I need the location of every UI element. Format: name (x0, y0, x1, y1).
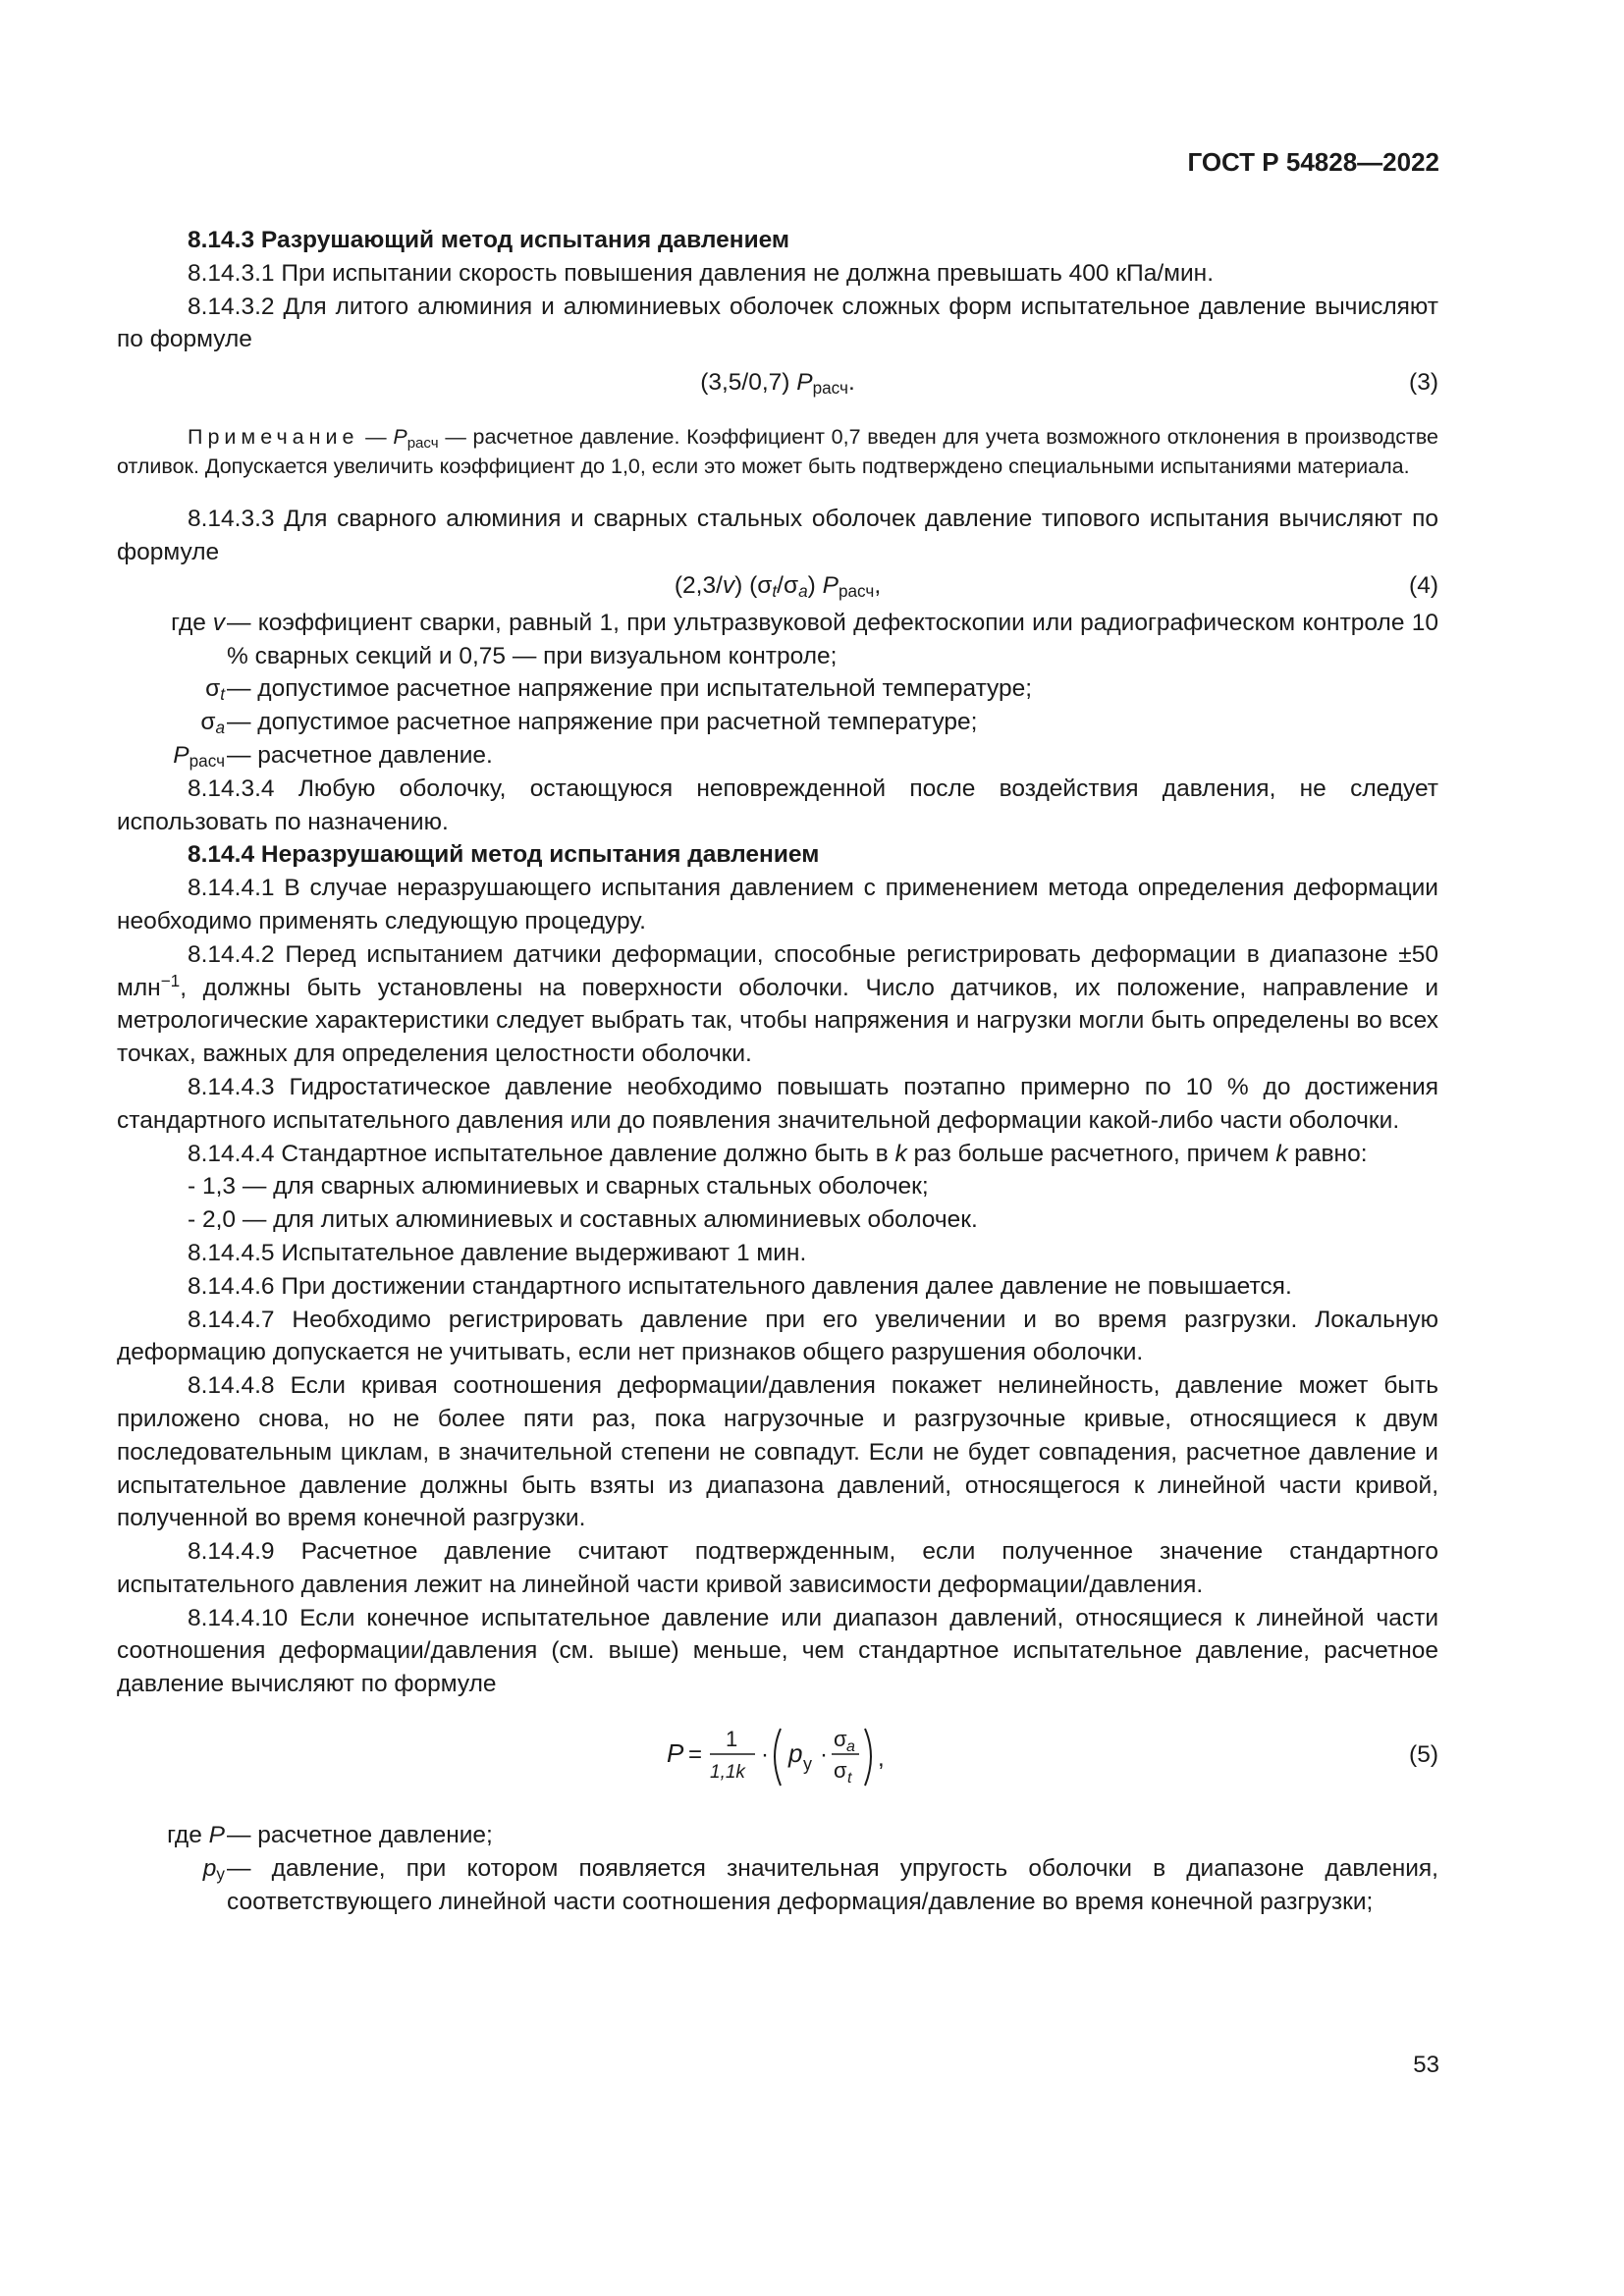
formula-5-body (667, 1711, 922, 1801)
formula-5-sigma-a-sub: a (846, 1738, 855, 1756)
formula-5-sigma-t: σ (834, 1758, 847, 1784)
formula-5-right-paren (865, 1729, 871, 1786)
section-heading-8-14-3: 8.14.3 Разрушающий метод испытания давлением (188, 227, 790, 253)
formula-3 (117, 366, 1438, 400)
formula-3-body: (3,5/0,7) $P_{расч}$. (700, 369, 855, 399)
standard-header: ГОСТ Р 54828—2022 (1187, 147, 1439, 177)
formula-5 (117, 1711, 1438, 1801)
formula-5-comma: , (878, 1745, 885, 1773)
definition-p-rasch: $P_{расч}$ — расчетное давление. (173, 741, 493, 771)
paragraph-8-14-4-6: 8.14.4.6 При достижении стандартного испытательного давления далее давление не повышается. (188, 1272, 1292, 1300)
paragraph-8-14-4-4: 8.14.4.4 Стандартное испытательное давление должно быть в k раз больше расчетного, причем k равно: (188, 1140, 1368, 1167)
formula-5-numerator: 1 (726, 1727, 738, 1752)
formula-5-left-paren (775, 1729, 781, 1786)
formula-4 (117, 569, 1438, 603)
paragraph-8-14-4-5: 8.14.4.5 Испытательное давление выдерживают 1 мин. (188, 1239, 807, 1266)
definition-P: где P — расчетное давление; (167, 1822, 493, 1849)
definition-sigma-t: $\sigma_t$ — допустимое расчетное напряжение при испытательной температуре; (205, 675, 1033, 705)
formula-5-definitions (117, 1819, 1438, 1918)
note-text: — расчетное давление. Коэффициент 0,7 введен для учета возможного отклонения в производстве отливок. Допускается увеличить коэффициент до 1,0, если это может быть подтверждено специальными испытаниями материала. (117, 425, 1438, 478)
paragraph-8-14-4-3: 8.14.4.3 Гидростатическое давление необходимо повышать поэтапно примерно по 10 % до достижения стандартного испытательного давления или до появления значительной деформации какой-либо части оболочки. (117, 1073, 1438, 1134)
formula-5-dot-2: · (820, 1741, 828, 1769)
formula-5-number: (5) (1409, 1741, 1438, 1769)
paragraph-8-14-4-10: 8.14.4.10 Если конечное испытательное давление или диапазон давлений, относящиеся к линейной части соотношения деформации/давления (см. выше) меньше, чем стандартное испытательное давление, расчетное давление вычисляют по формуле (117, 1604, 1438, 1698)
definition-py: $p_y$ — давление, при котором появляется значительная упругость оболочки в диапазоне давления, соответствующего линейной части соотношения деформация/давление во время конечной разгрузки; (202, 1854, 1438, 1915)
formula-5-equals: = (688, 1741, 703, 1769)
paragraph-8-14-4-7: 8.14.4.7 Необходимо регистрировать давление при его увеличении и во время разгрузки. Локальную деформацию допускается не учитывать, если нет признаков общего разрушения оболочки. (117, 1306, 1438, 1366)
paragraph-8-14-4-8: 8.14.4.8 Если кривая соотношения деформации/давления покажет нелинейность, давление может быть приложено снова, но не более пяти раз, пока нагрузочные и разгрузочные кривые, относящиеся к двум последовательным циклам, в значительной степени не совпадут. Если не будет совпадения, расчетное давление и испытательное давление должны быть взяты из диапазона давлений, относящегося к линейной части кривой, полученной во время конечной разгрузки. (117, 1372, 1438, 1532)
formula-5-py: p (788, 1738, 803, 1769)
note-label: Примечание (188, 425, 359, 450)
formula-5-dot-1: · (761, 1741, 769, 1769)
definition-sigma-a: $\sigma_a$ — допустимое расчетное напряжение при расчетной температуре; (200, 709, 978, 738)
formula-5-sigma-a: σ (834, 1727, 847, 1752)
formula-4-definitions (117, 607, 1438, 773)
section-heading-8-14-4: 8.14.4 Неразрушающий метод испытания давлением (188, 841, 820, 869)
formula-5-lhs: P (667, 1738, 684, 1769)
definition-v: где v — коэффициент сварки, равный 1, при ультразвуковой дефектоскопии или радиографическом контроле 10 % сварных секций и 0,75 — при визуальном контроле; (171, 609, 1438, 669)
paragraph-8-14-3-4: 8.14.3.4 Любую оболочку, остающуюся неповрежденной после воздействия давления, не следует использовать по назначению. (117, 774, 1438, 835)
list-item: - 1,3 — для сварных алюминиевых и сварных стальных оболочек; (188, 1173, 929, 1201)
formula-5-denominator: 1,1k (710, 1762, 745, 1784)
list-item: - 2,0 — для литых алюминиевых и составных алюминиевых оболочек. (188, 1206, 978, 1234)
paragraph-8-14-4-2: 8.14.4.2 Перед испытанием датчики деформации, способные регистрировать деформации в диапазоне ±50 млн$^{-1}$, должны быть установлены на поверхности оболочки. Число датчиков, их положение, направление и метрологические характеристики следует выбрать так, чтобы напряжения и нагрузки могли быть определены во всех точках, важных для определения целостности оболочки. (117, 940, 1438, 1068)
paragraph-8-14-3-3: 8.14.3.3 Для сварного алюминия и сварных стальных оболочек давление типового испытания вычисляют по формуле (117, 506, 1438, 565)
formula-5-py-sub: y (803, 1754, 812, 1775)
paragraph-8-14-3-2: 8.14.3.2 Для литого алюминия и алюминиевых оболочек сложных форм испытательное давление вычисляют по формуле (117, 293, 1438, 353)
formula-5-sigma-t-sub: t (847, 1770, 852, 1788)
note-block: Примечание — $P_{расч}$ — расчетное давление. Коэффициент 0,7 введен для учета возможного отклонения в производстве отливок. Допускается увеличить коэффициент до 1,0, если это может быть подтверждено специальными испытаниями материала. (117, 425, 1438, 478)
formula-4-number: (4) (1409, 571, 1438, 599)
formula-4-body: (2,3/v) $(\sigma_t/\sigma_a)$ $P_{расч}$, (674, 571, 882, 601)
paragraph-8-14-3-1: 8.14.3.1 При испытании скорость повышения давления не должна превышать 400 кПа/мин. (188, 259, 1214, 287)
page-number: 53 (1413, 2052, 1439, 2078)
formula-3-number: (3) (1409, 369, 1438, 397)
paragraph-8-14-4-9: 8.14.4.9 Расчетное давление считают подтвержденным, если полученное значение стандартного испытательного давления лежит на линейной части кривой зависимости деформации/давления. (117, 1538, 1438, 1598)
page-content (117, 224, 1438, 1918)
paragraph-8-14-4-1: 8.14.4.1 В случае неразрушающего испытания давлением с применением метода определения деформации необходимо применять следующую процедуру. (117, 875, 1438, 934)
